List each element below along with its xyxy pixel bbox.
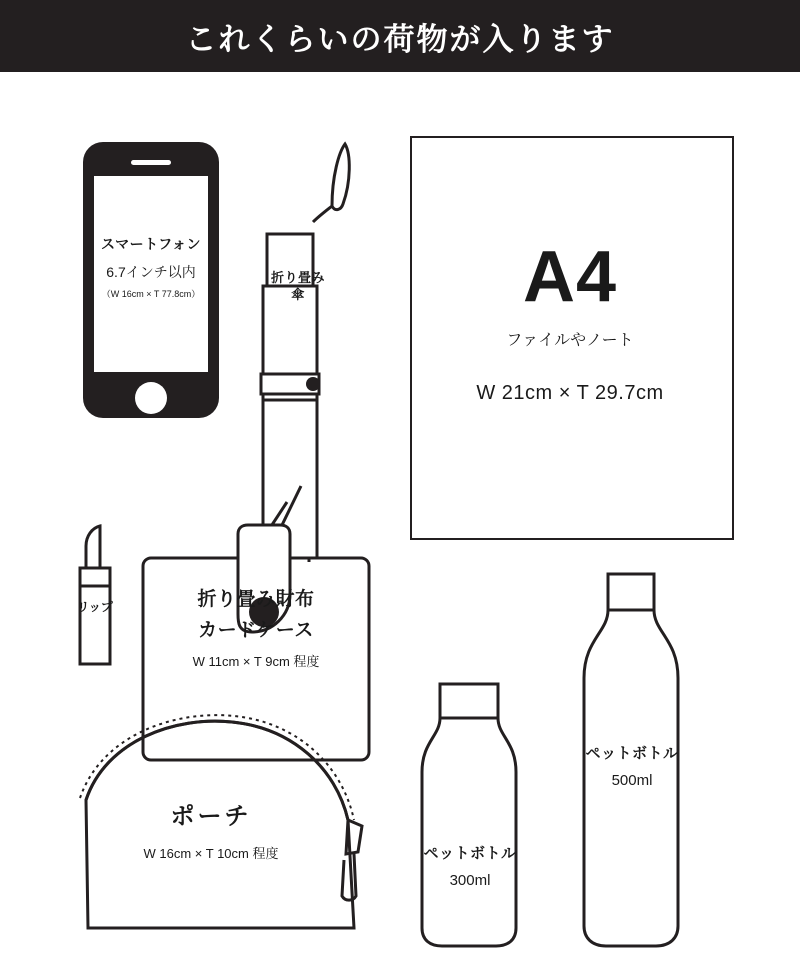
smartphone-label [94, 234, 208, 300]
item-smartphone [83, 142, 219, 418]
item-a4-file [410, 136, 730, 536]
a4-subtitle: ファイルやノート [506, 332, 634, 349]
lip-name: リップ [77, 600, 113, 614]
item-pouch [66, 712, 366, 942]
item-bottle-500ml [570, 570, 694, 952]
pouch-name: ポーチ [170, 803, 252, 830]
page-title: これくらいの荷物が入ります [185, 21, 615, 57]
pouch-dimensions: W 16cm × T 10cm 程度 [143, 846, 279, 861]
smartphone-home-button-icon [135, 382, 167, 414]
smartphone-size: 6.7インチ以内 [106, 264, 196, 280]
wallet-label [140, 584, 372, 670]
item-bottle-300ml [410, 680, 530, 952]
bottle-large-volume: 500ml [611, 772, 653, 789]
smartphone-detail: （W 16cm × T 77.8cm） [101, 289, 201, 299]
smartphone-speaker-icon [131, 160, 171, 165]
bottle-small-shape-icon [410, 680, 530, 952]
a4-title: A4 [522, 237, 618, 317]
wallet-name-line2: カードケース [198, 620, 314, 641]
a4-label [410, 237, 730, 405]
page-header [0, 0, 800, 72]
bottle-small-name: ペットボトル [423, 845, 517, 862]
bottle-large-label [570, 742, 694, 789]
item-folding-umbrella [253, 130, 353, 562]
bottle-small-label [410, 842, 530, 889]
pouch-label [76, 796, 346, 862]
wallet-dimensions: W 11cm × T 9cm 程度 [192, 654, 320, 669]
bottle-small-volume: 300ml [449, 872, 491, 889]
a4-dimensions: W 21cm × T 29.7cm [476, 382, 664, 404]
umbrella-shape-icon [253, 130, 353, 562]
capacity-diagram [0, 72, 800, 960]
wallet-name-line1: 折り畳み財布 [197, 589, 315, 610]
item-lip [72, 522, 118, 672]
bottle-large-name: ペットボトル [585, 745, 679, 762]
lipstick-shape-icon [72, 522, 118, 672]
smartphone-name: スマートフォン [100, 236, 202, 252]
umbrella-name: 折り畳み傘 [270, 270, 325, 302]
